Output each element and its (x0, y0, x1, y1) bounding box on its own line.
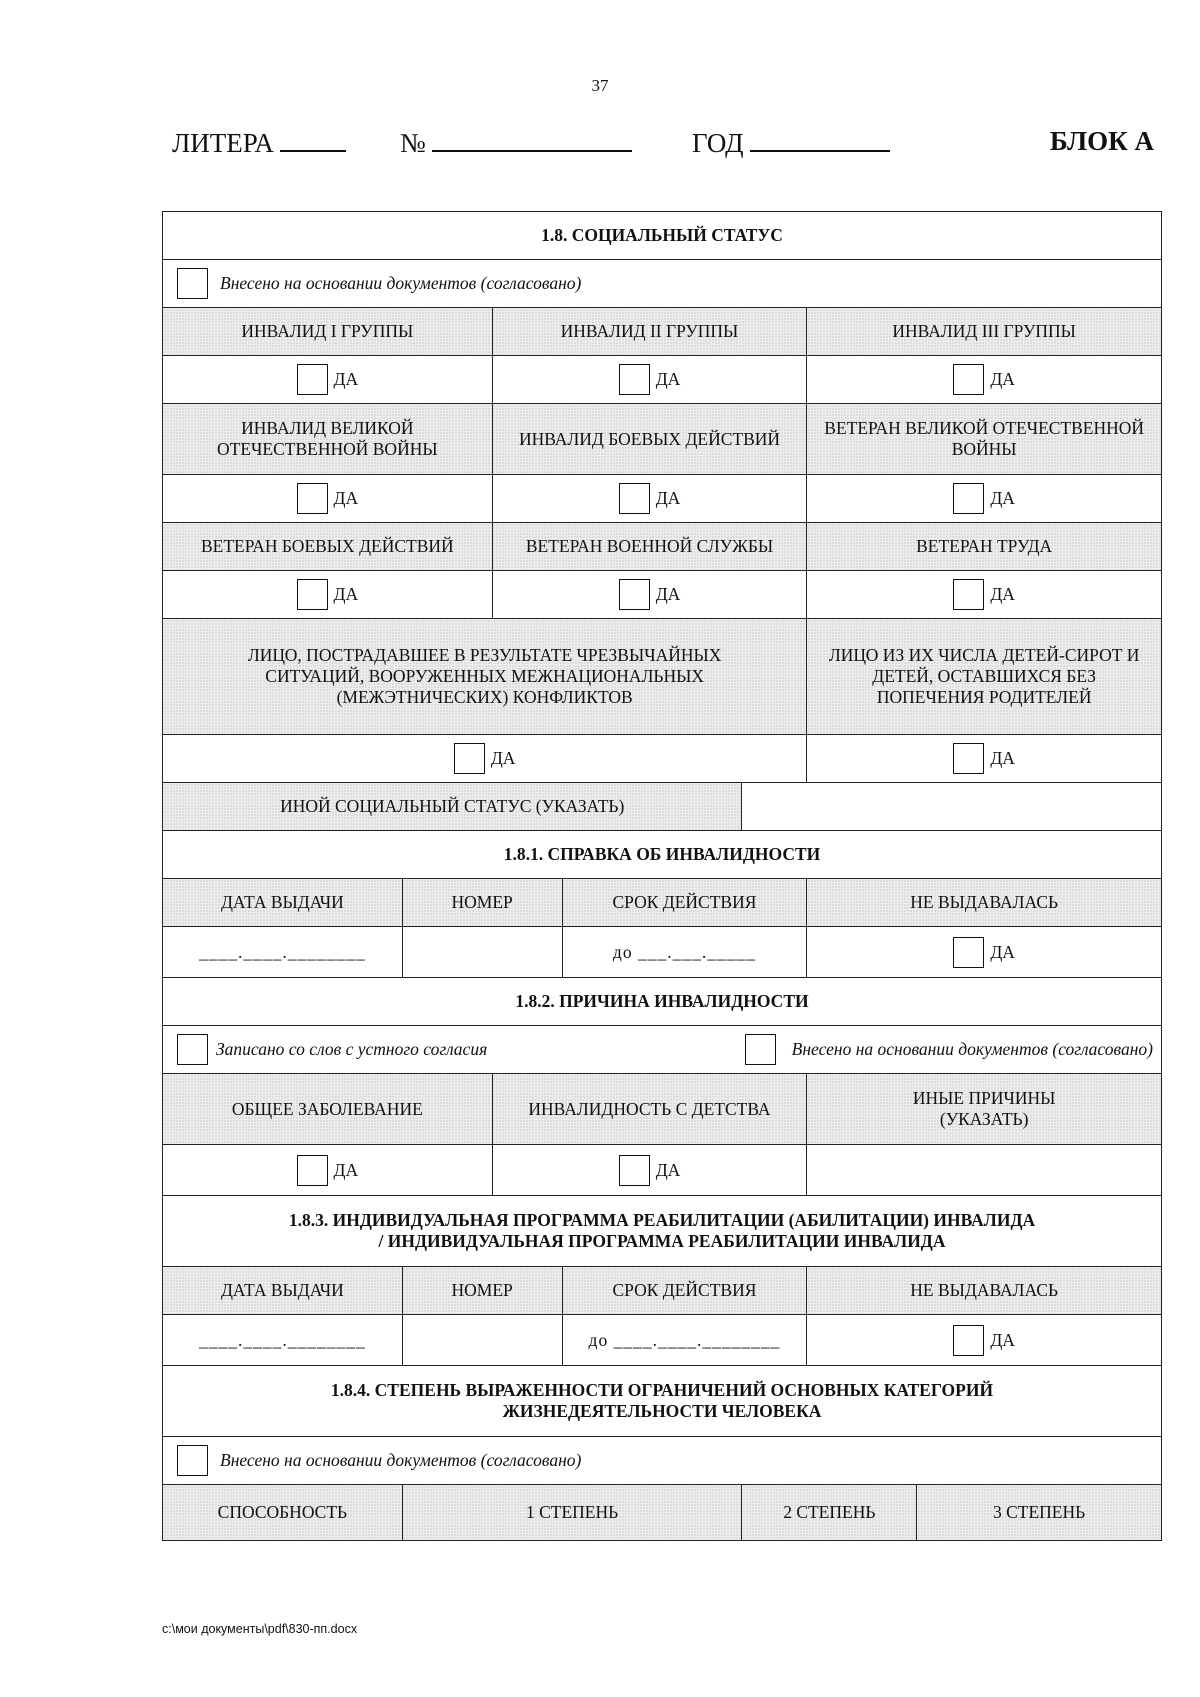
social-status-form (162, 211, 1162, 1541)
block-label: БЛОК А (1049, 126, 1154, 156)
yes-label: ДА (990, 369, 1015, 389)
section-1-8-3-title (163, 1196, 1162, 1267)
documents-checkbox[interactable] (745, 1034, 776, 1065)
number-label: № (400, 128, 426, 158)
general-disease-label: ОБЩЕЕ ЗАБОЛЕВАНИЕ (163, 1074, 493, 1145)
section-1-8-4-title-line1: 1.8.4. СТЕПЕНЬ ВЫРАЖЕННОСТИ ОГРАНИЧЕНИЙ ОСНОВНЫХ КАТЕГОРИЙ (330, 1380, 994, 1400)
degree-2-header: 2 СТЕПЕНЬ (742, 1485, 917, 1541)
combat-disabled-label: ИНВАЛИД БОЕВЫХ ДЕЙСТВИЙ (492, 404, 807, 475)
childhood-disability-checkbox[interactable] (619, 1155, 650, 1186)
orphan-label: ЛИЦО ИЗ ИХ ЧИСЛА ДЕТЕЙ-СИРОТ И ДЕТЕЙ, ОСТАВШИХСЯ БЕЗ ПОПЕЧЕНИЯ РОДИТЕЛЕЙ (807, 619, 1162, 735)
year-input-line[interactable] (750, 126, 890, 152)
number-input-line[interactable] (432, 126, 632, 152)
yes-label: ДА (490, 748, 516, 768)
emergency-victim-checkbox[interactable] (454, 743, 485, 774)
yes-label: ДА (655, 369, 681, 389)
degree-3-header: 3 СТЕПЕНЬ (917, 1485, 1162, 1541)
certificate-not-issued-checkbox[interactable] (953, 937, 984, 968)
disabled-group-3-label: ИНВАЛИД III ГРУППЫ (807, 308, 1162, 356)
wwii-disabled-answer (163, 475, 493, 523)
disabled-group-2-label: ИНВАЛИД II ГРУППЫ (492, 308, 807, 356)
section-1-8-2-note-row (163, 1026, 1162, 1074)
section-1-8-3-title-line1: 1.8.3. ИНДИВИДУАЛЬНАЯ ПРОГРАММА РЕАБИЛИТАЦИИ (АБИЛИТАЦИИ) ИНВАЛИДА (288, 1210, 1036, 1230)
program-date-field[interactable]: ____.____.________ (163, 1315, 403, 1366)
emergency-victim-label: ЛИЦО, ПОСТРАДАВШЕЕ В РЕЗУЛЬТАТЕ ЧРЕЗВЫЧАЙНЫХ СИТУАЦИЙ, ВООРУЖЕННЫХ МЕЖНАЦИОНАЛЬНЫХ (МЕЖЭТНИЧЕСКИХ) КОНФЛИКТОВ (163, 619, 807, 735)
military-veteran-checkbox[interactable] (619, 579, 650, 610)
section-1-8-4-title-line2: ЖИЗНЕДЕЯТЕЛЬНОСТИ ЧЕЛОВЕКА (502, 1401, 822, 1421)
certificate-number-header: НОМЕР (402, 879, 562, 927)
ability-header: СПОСОБНОСТЬ (163, 1485, 403, 1541)
wwii-veteran-answer (807, 475, 1162, 523)
form-header (172, 126, 1154, 162)
combat-disabled-checkbox[interactable] (619, 483, 650, 514)
disabled-group-3-answer (807, 356, 1162, 404)
section-1-8-1-title: 1.8.1. СПРАВКА ОБ ИНВАЛИДНОСТИ (163, 831, 1162, 879)
childhood-disability-label: ИНВАЛИДНОСТЬ С ДЕТСТВА (492, 1074, 807, 1145)
documents-checkbox[interactable] (177, 268, 208, 299)
emergency-victim-answer (163, 735, 807, 783)
certificate-not-issued-header: НЕ ВЫДАВАЛАСЬ (807, 879, 1162, 927)
certificate-date-header: ДАТА ВЫДАЧИ (163, 879, 403, 927)
yes-label: ДА (655, 1159, 681, 1180)
labor-veteran-label: ВЕТЕРАН ТРУДА (807, 523, 1162, 571)
program-not-issued-answer (807, 1315, 1162, 1366)
program-number-field[interactable] (402, 1315, 562, 1366)
documents-checkbox[interactable] (177, 1445, 208, 1476)
yes-label: ДА (333, 1159, 359, 1180)
yes-label: ДА (333, 369, 359, 389)
combat-veteran-label: ВЕТЕРАН БОЕВЫХ ДЕЙСТВИЙ (163, 523, 493, 571)
military-veteran-label: ВЕТЕРАН ВОЕННОЙ СЛУЖБЫ (492, 523, 807, 571)
verbal-consent-note: Записано со слов с устного согласия (216, 1039, 488, 1059)
year-label: ГОД (692, 128, 744, 158)
certificate-validity-header: СРОК ДЕЙСТВИЯ (562, 879, 807, 927)
disabled-group-3-checkbox[interactable] (953, 364, 984, 395)
combat-veteran-answer (163, 571, 493, 619)
yes-label: ДА (333, 584, 359, 604)
general-disease-answer (163, 1145, 493, 1196)
disabled-group-2-checkbox[interactable] (619, 364, 650, 395)
year-field (692, 126, 890, 159)
disabled-group-2-answer (492, 356, 807, 404)
litera-input-line[interactable] (280, 126, 346, 152)
section-1-8-title: 1.8. СОЦИАЛЬНЫЙ СТАТУС (163, 212, 1162, 260)
program-validity-header: СРОК ДЕЙСТВИЯ (562, 1267, 807, 1315)
certificate-number-field[interactable] (402, 927, 562, 978)
page-number: 37 (591, 76, 609, 95)
other-causes-label: ИНЫЕ ПРИЧИНЫ (УКАЗАТЬ) (807, 1074, 1162, 1145)
orphan-answer (807, 735, 1162, 783)
yes-label: ДА (990, 941, 1015, 962)
program-not-issued-header: НЕ ВЫДАВАЛАСЬ (807, 1267, 1162, 1315)
childhood-disability-answer (492, 1145, 807, 1196)
yes-label: ДА (333, 488, 359, 508)
documents-note: Внесено на основании документов (согласовано) (791, 1039, 1153, 1059)
yes-label: ДА (655, 488, 681, 508)
section-1-8-3-title-line2: / ИНДИВИДУАЛЬНАЯ ПРОГРАММА РЕАБИЛИТАЦИИ ИНВАЛИДА (378, 1231, 946, 1251)
yes-label: ДА (990, 584, 1015, 604)
verbal-consent-checkbox[interactable] (177, 1034, 208, 1065)
certificate-validity-field[interactable]: до ___.___._____ (562, 927, 807, 978)
labor-veteran-answer (807, 571, 1162, 619)
other-causes-input[interactable] (807, 1145, 1162, 1196)
litera-label: ЛИТЕРА (172, 128, 274, 158)
labor-veteran-checkbox[interactable] (953, 579, 984, 610)
program-not-issued-checkbox[interactable] (953, 1325, 984, 1356)
combat-veteran-checkbox[interactable] (297, 579, 328, 610)
disabled-group-1-answer (163, 356, 493, 404)
litera-field (172, 126, 346, 159)
certificate-not-issued-answer (807, 927, 1162, 978)
military-veteran-answer (492, 571, 807, 619)
section-1-8-2-title: 1.8.2. ПРИЧИНА ИНВАЛИДНОСТИ (163, 978, 1162, 1026)
other-status-input[interactable] (742, 783, 1162, 831)
program-number-header: НОМЕР (402, 1267, 562, 1315)
program-date-header: ДАТА ВЫДАЧИ (163, 1267, 403, 1315)
documents-note: Внесено на основании документов (согласовано) (220, 1450, 582, 1470)
wwii-veteran-label: ВЕТЕРАН ВЕЛИКОЙ ОТЕЧЕСТВЕННОЙ ВОЙНЫ (807, 404, 1162, 475)
other-status-label: ИНОЙ СОЦИАЛЬНЫЙ СТАТУС (УКАЗАТЬ) (163, 783, 742, 831)
file-path-footer: c:\мои документы\pdf\830-пп.docx (162, 1622, 358, 1636)
section-1-8-4-title (163, 1366, 1162, 1437)
yes-label: ДА (655, 584, 681, 604)
wwii-disabled-checkbox[interactable] (297, 483, 328, 514)
disabled-group-1-label: ИНВАЛИД I ГРУППЫ (163, 308, 493, 356)
section-1-8-note-row (163, 260, 1162, 308)
wwii-disabled-label: ИНВАЛИД ВЕЛИКОЙ ОТЕЧЕСТВЕННОЙ ВОЙНЫ (163, 404, 493, 475)
yes-label: ДА (990, 748, 1015, 768)
yes-label: ДА (990, 1329, 1015, 1350)
certificate-date-field[interactable]: ____.____.________ (163, 927, 403, 978)
section-1-8-4-note-row (163, 1437, 1162, 1485)
disabled-group-1-checkbox[interactable] (297, 364, 328, 395)
yes-label: ДА (990, 488, 1015, 508)
program-validity-field[interactable]: до ____.____.________ (562, 1315, 807, 1366)
documents-note: Внесено на основании документов (согласовано) (220, 273, 582, 293)
orphan-checkbox[interactable] (953, 743, 984, 774)
wwii-veteran-checkbox[interactable] (953, 483, 984, 514)
degree-1-header: 1 СТЕПЕНЬ (402, 1485, 742, 1541)
combat-disabled-answer (492, 475, 807, 523)
number-field (400, 126, 632, 159)
general-disease-checkbox[interactable] (297, 1155, 328, 1186)
